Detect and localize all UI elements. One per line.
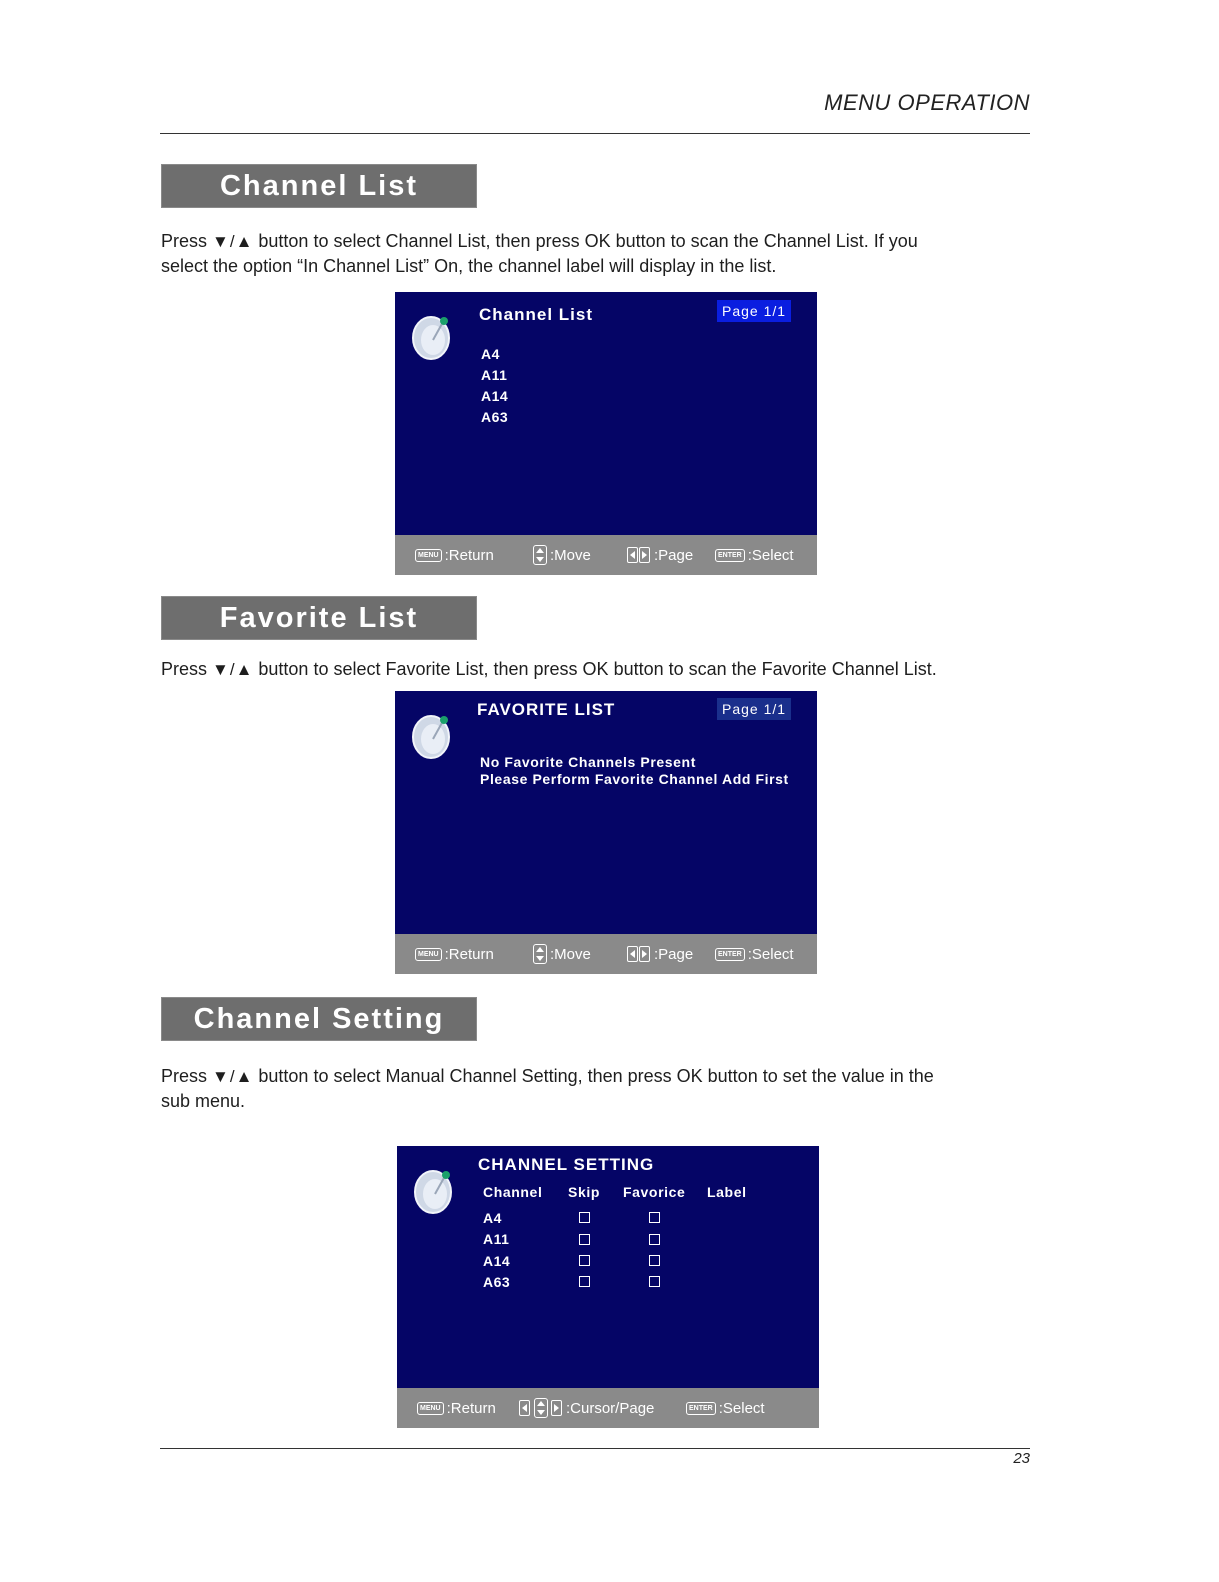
favorite-list-screen bbox=[395, 691, 817, 974]
table-row-channel[interactable]: A14 bbox=[483, 1253, 511, 1269]
down-up-arrows-icon: ▼/▲ bbox=[212, 232, 254, 251]
enter-key-icon: ENTER bbox=[715, 948, 745, 961]
column-header-label: Label bbox=[707, 1184, 747, 1200]
footer-select: ENTER :Select bbox=[715, 934, 794, 974]
footer-cursor-page: :Cursor/Page bbox=[519, 1388, 654, 1428]
footer-page: :Page bbox=[627, 934, 693, 974]
channel-setting-screen bbox=[397, 1146, 819, 1428]
section-title-channel-setting: Channel Setting bbox=[161, 997, 477, 1041]
section-title-channel-list: Channel List bbox=[161, 164, 477, 208]
list-item[interactable]: A63 bbox=[481, 409, 509, 425]
left-right-key-icon bbox=[627, 547, 651, 563]
screen-footer bbox=[397, 1388, 819, 1428]
footer-move: :Move bbox=[533, 535, 591, 575]
skip-checkbox[interactable] bbox=[579, 1212, 590, 1223]
menu-key-icon: MENU bbox=[415, 549, 442, 562]
table-row-channel[interactable]: A63 bbox=[483, 1274, 511, 1290]
page-number: 23 bbox=[1013, 1450, 1030, 1467]
menu-key-icon: MENU bbox=[417, 1402, 444, 1415]
footer-select: ENTER :Select bbox=[715, 535, 794, 575]
screen-title: FAVORITE LIST bbox=[477, 700, 616, 719]
footer-select: ENTER :Select bbox=[686, 1388, 765, 1428]
satellite-dish-icon bbox=[411, 1164, 457, 1216]
favorite-checkbox[interactable] bbox=[649, 1276, 660, 1287]
section-title-favorite-list: Favorite List bbox=[161, 596, 477, 640]
left-right-key-icon bbox=[627, 946, 651, 962]
favorite-checkbox[interactable] bbox=[649, 1212, 660, 1223]
enter-key-icon: ENTER bbox=[715, 549, 745, 562]
footer-rule bbox=[160, 1448, 1030, 1449]
screen-footer bbox=[395, 934, 817, 974]
footer-page: :Page bbox=[627, 535, 693, 575]
up-down-key-icon bbox=[534, 1398, 548, 1418]
header-rule bbox=[160, 133, 1030, 134]
page-header-title: MENU OPERATION bbox=[824, 90, 1030, 115]
empty-message-line1: No Favorite Channels Present bbox=[480, 754, 696, 770]
satellite-dish-icon bbox=[409, 709, 455, 761]
list-item[interactable]: A14 bbox=[481, 388, 509, 404]
favorite-list-description: Press ▼/▲ button to select Favorite List, then press OK button to scan the Favorite Channel List. bbox=[161, 659, 937, 679]
screen-title: Channel List bbox=[479, 305, 594, 324]
column-header-skip: Skip bbox=[568, 1184, 600, 1200]
favorite-checkbox[interactable] bbox=[649, 1234, 660, 1245]
footer-return: MENU :Return bbox=[417, 1388, 496, 1428]
column-header-channel: Channel bbox=[483, 1184, 543, 1200]
list-item[interactable]: A4 bbox=[481, 346, 500, 362]
table-row-channel[interactable]: A4 bbox=[483, 1210, 502, 1226]
skip-checkbox[interactable] bbox=[579, 1276, 590, 1287]
table-row-channel[interactable]: A11 bbox=[483, 1231, 510, 1247]
footer-move: :Move bbox=[533, 934, 591, 974]
channel-setting-description: Press ▼/▲ button to select Manual Channel Setting, then press OK button to set the value in the sub menu. bbox=[161, 1066, 934, 1111]
up-down-key-icon bbox=[533, 944, 547, 964]
column-header-favorite: Favorice bbox=[623, 1184, 686, 1200]
page-indicator: Page 1/1 bbox=[717, 300, 791, 322]
footer-return: MENU :Return bbox=[415, 934, 494, 974]
skip-checkbox[interactable] bbox=[579, 1234, 590, 1245]
empty-message-line2: Please Perform Favorite Channel Add First bbox=[480, 771, 789, 787]
screen-title: CHANNEL SETTING bbox=[478, 1155, 655, 1174]
footer-return: MENU :Return bbox=[415, 535, 494, 575]
menu-key-icon: MENU bbox=[415, 948, 442, 961]
screen-footer bbox=[395, 535, 817, 575]
up-down-key-icon bbox=[533, 545, 547, 565]
satellite-dish-icon bbox=[409, 310, 455, 362]
page-indicator: Page 1/1 bbox=[717, 698, 791, 720]
list-item[interactable]: A11 bbox=[481, 367, 508, 383]
down-up-arrows-icon: ▼/▲ bbox=[212, 1067, 254, 1086]
favorite-checkbox[interactable] bbox=[649, 1255, 660, 1266]
down-up-arrows-icon: ▼/▲ bbox=[212, 660, 254, 679]
enter-key-icon: ENTER bbox=[686, 1402, 716, 1415]
channel-list-screen bbox=[395, 292, 817, 575]
left-key-icon bbox=[519, 1400, 531, 1416]
skip-checkbox[interactable] bbox=[579, 1255, 590, 1266]
right-key-icon bbox=[551, 1400, 563, 1416]
channel-list-description: Press ▼/▲ button to select Channel List, then press OK button to scan the Channel List. If you select the option “In Channel List” On, the channel label will display in the list. bbox=[161, 231, 918, 276]
